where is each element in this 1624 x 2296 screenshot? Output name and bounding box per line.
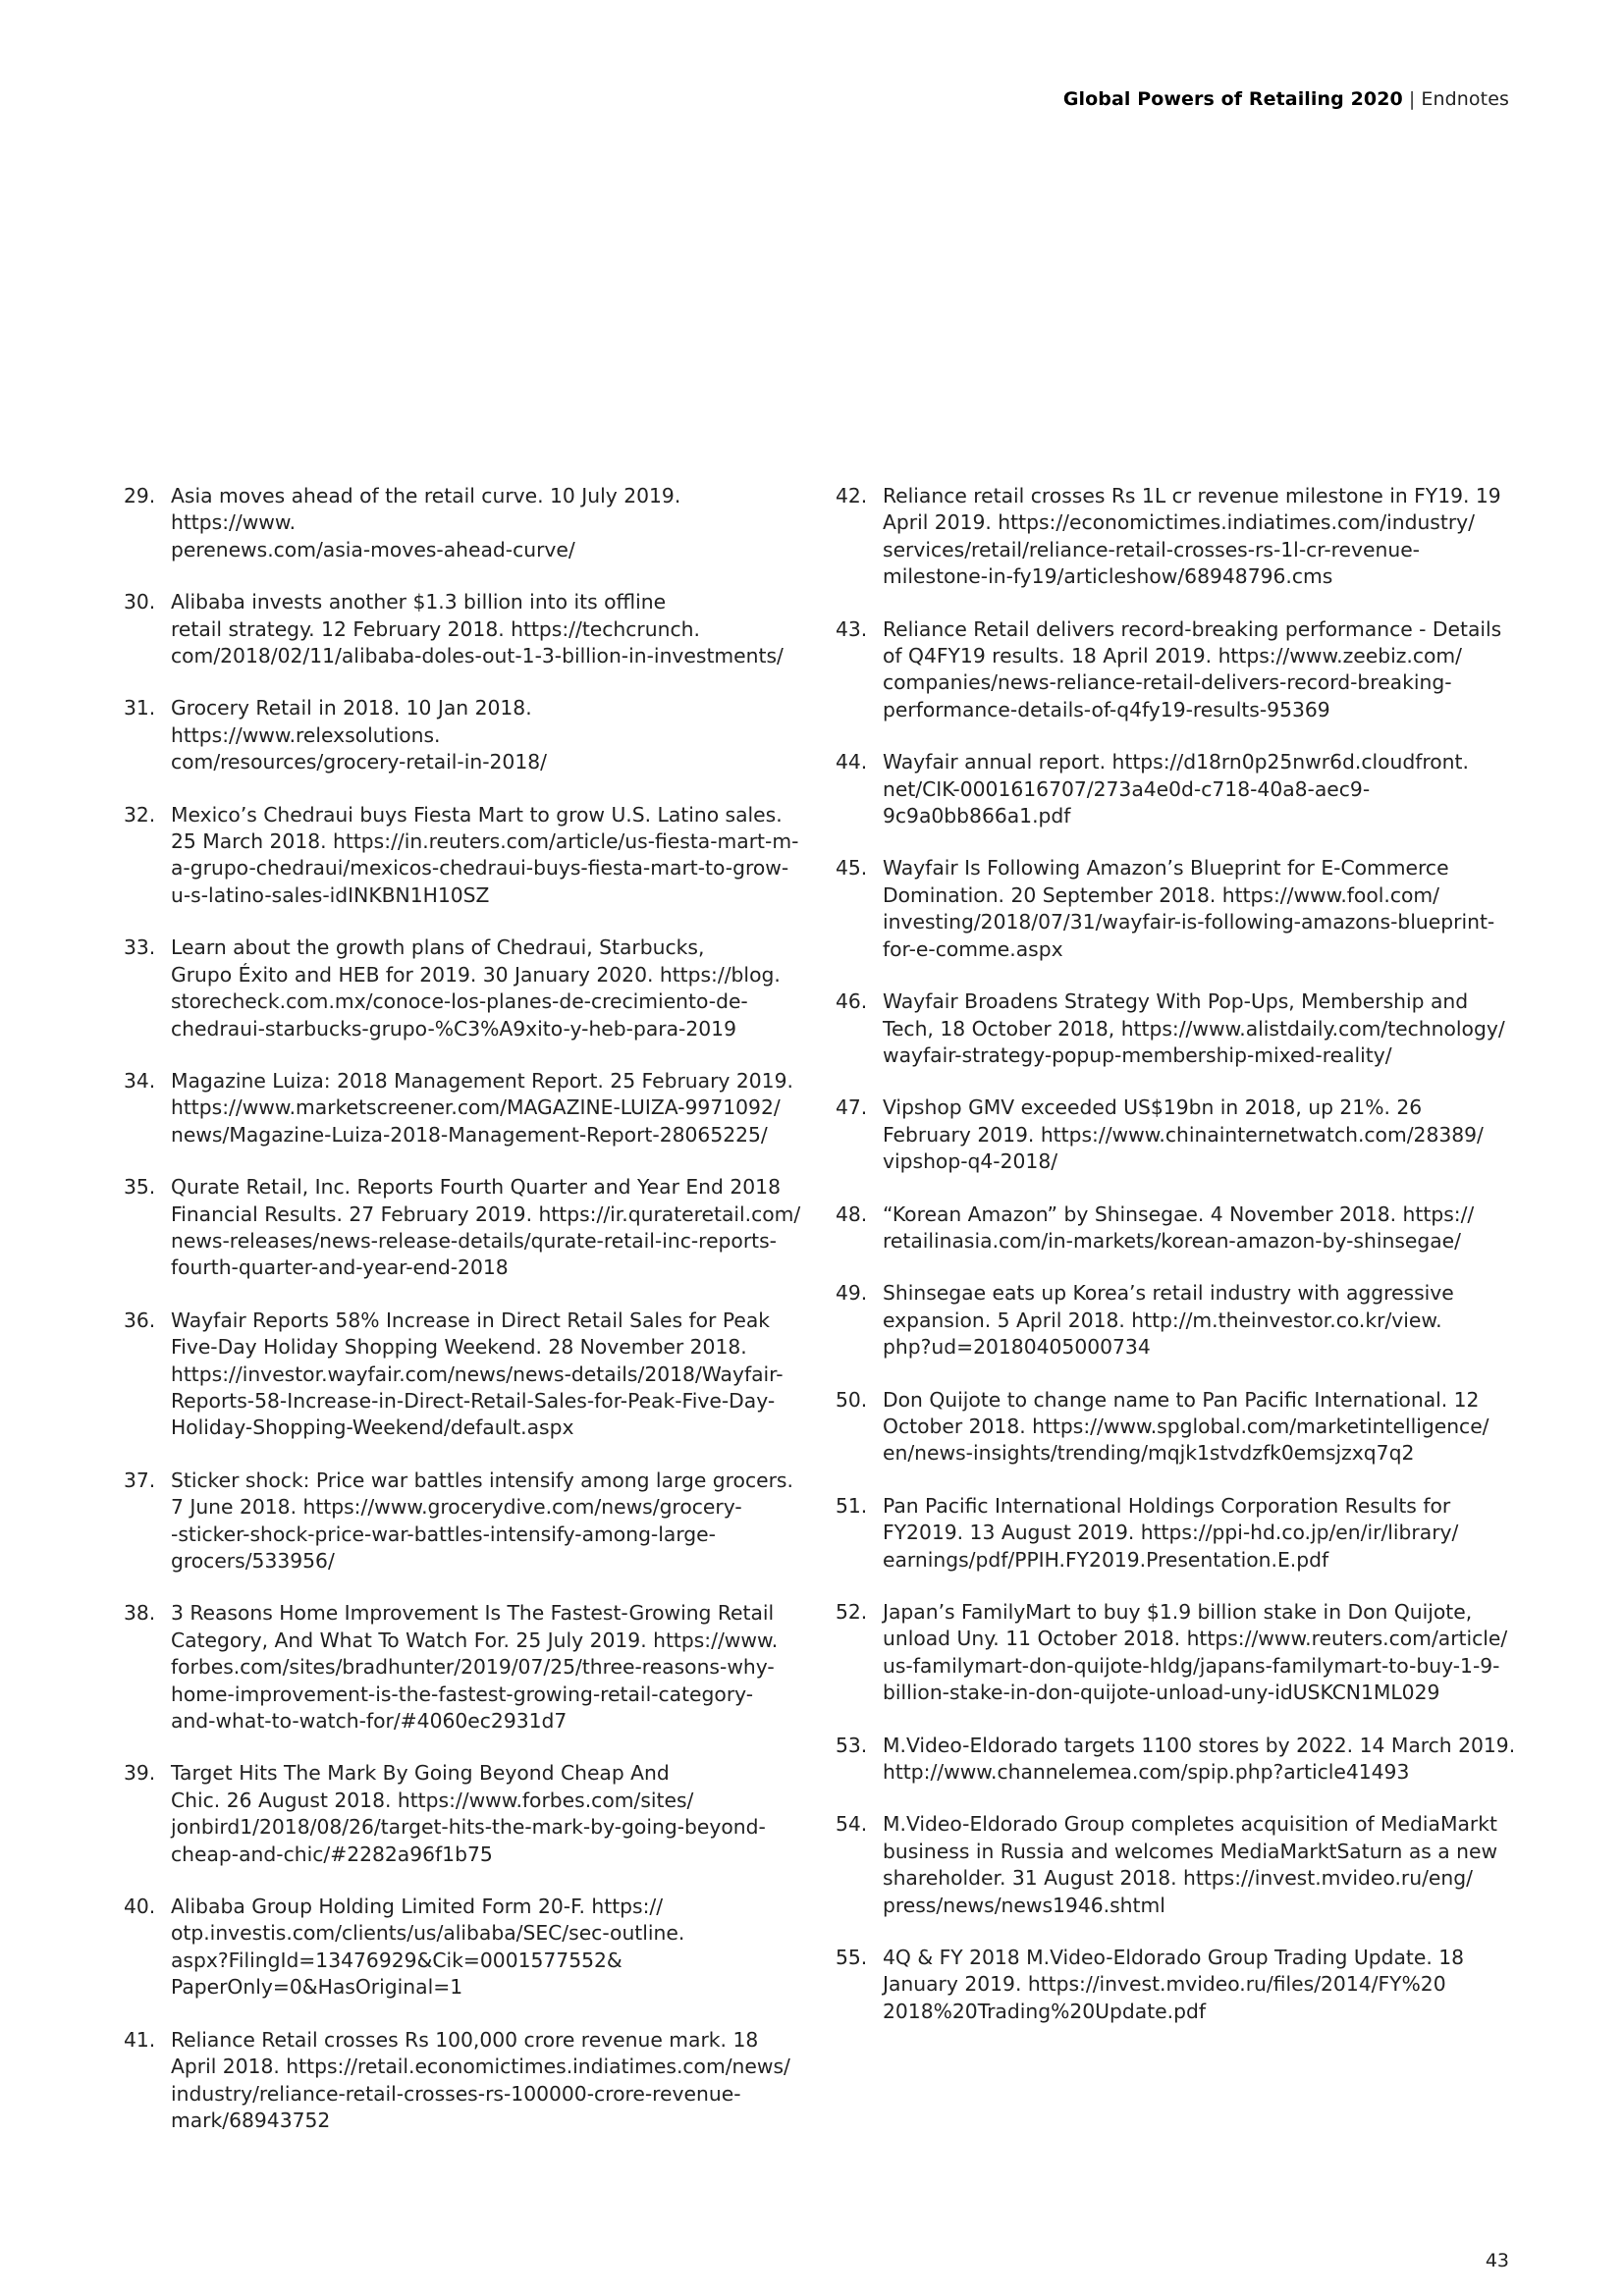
endnote-41 [124,2027,801,2135]
endnote-51 [836,1493,1523,1574]
endnote-number: 43. [836,616,868,641]
running-header [1063,88,1509,110]
endnote-text: Shinsegae eats up Korea’s retail industry with aggressive expansion. 5 April 2018. http://m.theinvestor.co.kr/view. php?ud=20180405000734 [883,1281,1454,1360]
endnote-52 [836,1599,1523,1707]
endnote-text: Target Hits The Mark By Going Beyond Cheap And Chic. 26 August 2018. https://www.forbes.com/sites/ jonbird1/2018/08/26/target-hits-the-mark-by-going-beyond- cheap-and-chic/#2282a96f1b75 [171,1761,766,1866]
endnote-text: Reliance retail crosses Rs 1L cr revenue milestone in FY19. 19 April 2019. https://economictimes.indiatimes.com/industry/ services/retail/reliance-retail-crosses-rs-1l-cr-revenue- milestone-in-fy19/articleshow/68948796.cms [883,484,1501,589]
endnote-42 [836,483,1523,591]
endnote-text: Japan’s FamilyMart to buy $1.9 billion stake in Don Quijote, unload Uny. 11 October 2018. https://www.reuters.com/article/ us-familymart-don-quijote-hldg/japans-familymart-to-buy-1-9- billion-stake-in-don-quijote-unload-uny-idUSKCN1ML029 [883,1600,1508,1705]
endnote-text: Alibaba Group Holding Limited Form 20-F. https:// otp.investis.com/clients/us/alibaba/SEC/sec-outline. aspx?FilingId=13476929&Cik=0001577552& PaperOnly=0&HasOriginal=1 [171,1895,685,2000]
endnote-number: 42. [836,484,868,507]
endnote-text: Qurate Retail, Inc. Reports Fourth Quarter and Year End 2018 Financial Results. 27 February 2019. https://ir.qurateretail.com/ news-releases/news-release-details/qurate-retail-inc-reports- fourth-quarter-and-year-end-2018 [171,1175,801,1280]
endnote-text: Sticker shock: Price war battles intensify among large grocers. 7 June 2018. https://www.grocerydive.com/news/grocery- -sticker-shock-price-war-battles-intensify-among-large- grocers/533956/ [171,1468,793,1573]
endnote-33 [124,934,801,1042]
endnote-text: Magazine Luiza: 2018 Management Report. 25 February 2019. https://www.marketscreener.com/MAGAZINE-LUIZA-9971092/ news/Magazine-Luiza-2018-Management-Report-28065225/ [171,1068,793,1147]
endnote-number: 37. [124,1468,156,1492]
endnote-number: 34. [124,1068,156,1093]
endnote-37 [124,1468,801,1575]
endnote-35 [124,1174,801,1282]
endnote-number: 40. [124,1895,156,1919]
endnote-number: 54. [836,1812,868,1837]
endnote-53 [836,1733,1523,1787]
endnote-text: Wayfair Broadens Strategy With Pop-Ups, Membership and Tech, 18 October 2018, https://www.alistdaily.com/technology/ wayfair-strategy-popup-membership-mixed-reality/ [883,989,1505,1067]
endnote-number: 51. [836,1493,868,1518]
endnote-number: 44. [836,750,868,774]
endnote-50 [836,1387,1523,1468]
endnote-34 [124,1068,801,1148]
endnote-number: 38. [124,1601,156,1626]
endnote-text: Alibaba invests another $1.3 billion into its offline retail strategy. 12 February 2018. https://techcrunch. com/2018/02/11/alibaba-doles-out-1-3-billion-in-investments/ [171,590,784,668]
endnote-text: Learn about the growth plans of Chedraui, Starbucks, Grupo Éxito and HEB for 2019. 30 January 2020. https://blog. storecheck.com.mx/conoce-los-planes-de-crecimiento-de- chedraui-starbucks-grupo-%C3%A9xito-y-heb-para-2019 [171,935,781,1041]
endnote-number: 32. [124,802,156,827]
endnote-36 [124,1308,801,1442]
endnote-number: 49. [836,1281,868,1306]
header-separator: | [1408,88,1416,110]
endnotes-right-column [836,483,1523,2051]
endnote-47 [836,1095,1523,1175]
endnote-number: 48. [836,1201,868,1226]
endnote-number: 53. [836,1733,868,1757]
endnote-31 [124,695,801,775]
endnote-number: 46. [836,989,868,1014]
endnote-text: M.Video-Eldorado Group completes acquisition of MediaMarkt business in Russia and welcomes MediaMarktSaturn as a new shareholder. 31 August 2018. https://invest.mvideo.ru/eng/ press/news/news1946.shtml [883,1812,1498,1917]
endnote-number: 30. [124,590,156,614]
endnote-text: M.Video-Eldorado targets 1100 stores by 2022. 14 March 2019. http://www.channelemea.com/spip.php?article41493 [883,1733,1516,1785]
endnote-45 [836,855,1523,963]
endnote-number: 31. [124,696,156,721]
endnotes-left-column [124,483,801,2160]
endnote-55 [836,1945,1523,2025]
endnote-48 [836,1201,1523,1255]
endnote-29 [124,483,801,563]
section-name: Endnotes [1421,88,1509,110]
endnote-32 [124,802,801,910]
endnote-44 [836,749,1523,829]
endnote-text: 3 Reasons Home Improvement Is The Fastest-Growing Retail Category, And What To Watch For. 25 July 2019. https://www. forbes.com/sites/bradhunter/2019/07/25/three-reasons-why- home-improvement-is-the-fastest-growing-retail-category- and-what-to-watch-for/#4060ec2931d7 [171,1601,779,1734]
page-number: 43 [1485,2250,1509,2271]
endnote-text: Vipshop GMV exceeded US$19bn in 2018, up 21%. 26 February 2019. https://www.chinainternetwatch.com/28389/ vipshop-q4-2018/ [883,1095,1484,1174]
endnote-number: 41. [124,2027,156,2052]
endnote-38 [124,1600,801,1735]
endnote-number: 33. [124,935,156,960]
endnote-number: 50. [836,1387,868,1412]
endnote-49 [836,1280,1523,1361]
endnote-text: Asia moves ahead of the retail curve. 10 July 2019. https://www. perenews.com/asia-moves-ahead-curve/ [171,484,681,561]
endnote-40 [124,1894,801,2002]
endnote-46 [836,988,1523,1069]
endnote-54 [836,1811,1523,1919]
endnote-number: 39. [124,1761,156,1786]
endnote-text: Wayfair Is Following Amazon’s Blueprint for E-Commerce Domination. 20 September 2018. https://www.fool.com/ investing/2018/07/31/wayfair-is-following-amazons-blueprint- for-e-comme.aspx [883,856,1495,961]
endnote-number: 35. [124,1175,156,1200]
endnote-text: Wayfair annual report. https://d18rn0p25nwr6d.cloudfront. net/CIK-0001616707/273a4e0d-c718-40a8-aec9- 9c9a0bb866a1.pdf [883,750,1469,828]
endnote-text: 4Q & FY 2018 M.Video-Eldorado Group Trading Update. 18 January 2019. https://invest.mvideo.ru/files/2014/FY%20 2018%20Trading%20Update.pdf [883,1946,1465,2023]
endnote-text: “Korean Amazon” by Shinsegae. 4 November 2018. https:// retailinasia.com/in-markets/korean-amazon-by-shinsegae/ [883,1201,1475,1253]
endnote-text: Grocery Retail in 2018. 10 Jan 2018. https://www.relexsolutions. com/resources/grocery-retail-in-2018/ [171,696,547,774]
endnote-number: 47. [836,1095,868,1120]
report-title: Global Powers of Retailing 2020 [1062,88,1403,110]
endnote-text: Wayfair Reports 58% Increase in Direct Retail Sales for Peak Five-Day Holiday Shopping Weekend. 28 November 2018. https://investor.wayfair.com/news/news-details/2018/Wayfair- Reports-58-Increase-in-Direct-Retail-Sales-for-Peak-Five-Day- Holiday-Shopping-Weekend/default.aspx [171,1308,784,1440]
endnote-text: Mexico’s Chedraui buys Fiesta Mart to grow U.S. Latino sales. 25 March 2018. https://in.reuters.com/article/us-fiesta-mart-m- a-grupo-chedraui/mexicos-chedraui-buys-fiesta-mart-to-grow- u-s-latino-sales-idINKBN1H10SZ [171,802,799,907]
endnote-number: 45. [836,856,868,881]
endnote-30 [124,589,801,669]
endnote-number: 29. [124,484,156,507]
endnote-43 [836,616,1523,724]
endnote-text: Don Quijote to change name to Pan Pacific International. 12 October 2018. https://www.spglobal.com/marketintelligence/ en/news-insights/trending/mqjk1stvdzfk0emsjzxq7q2 [883,1387,1489,1466]
endnote-text: Reliance Retail crosses Rs 100,000 crore revenue mark. 18 April 2018. https://retail.economictimes.indiatimes.com/news/ industry/reliance-retail-crosses-rs-100000-crore-revenue- mark/68943752 [171,2027,790,2132]
endnote-39 [124,1760,801,1868]
endnote-text: Pan Pacific International Holdings Corporation Results for FY2019. 13 August 2019. https://ppi-hd.co.jp/en/ir/library/ earnings/pdf/PPIH.FY2019.Presentation.E.pdf [883,1493,1459,1572]
endnote-number: 36. [124,1308,156,1332]
endnote-number: 52. [836,1600,868,1624]
endnote-text: Reliance Retail delivers record-breaking performance - Details of Q4FY19 results. 18 April 2019. https://www.zeebiz.com/ companies/news-reliance-retail-delivers-record-breaking- performance-details-of-q4fy19-results-95369 [883,616,1502,721]
endnote-number: 55. [836,1946,868,1970]
